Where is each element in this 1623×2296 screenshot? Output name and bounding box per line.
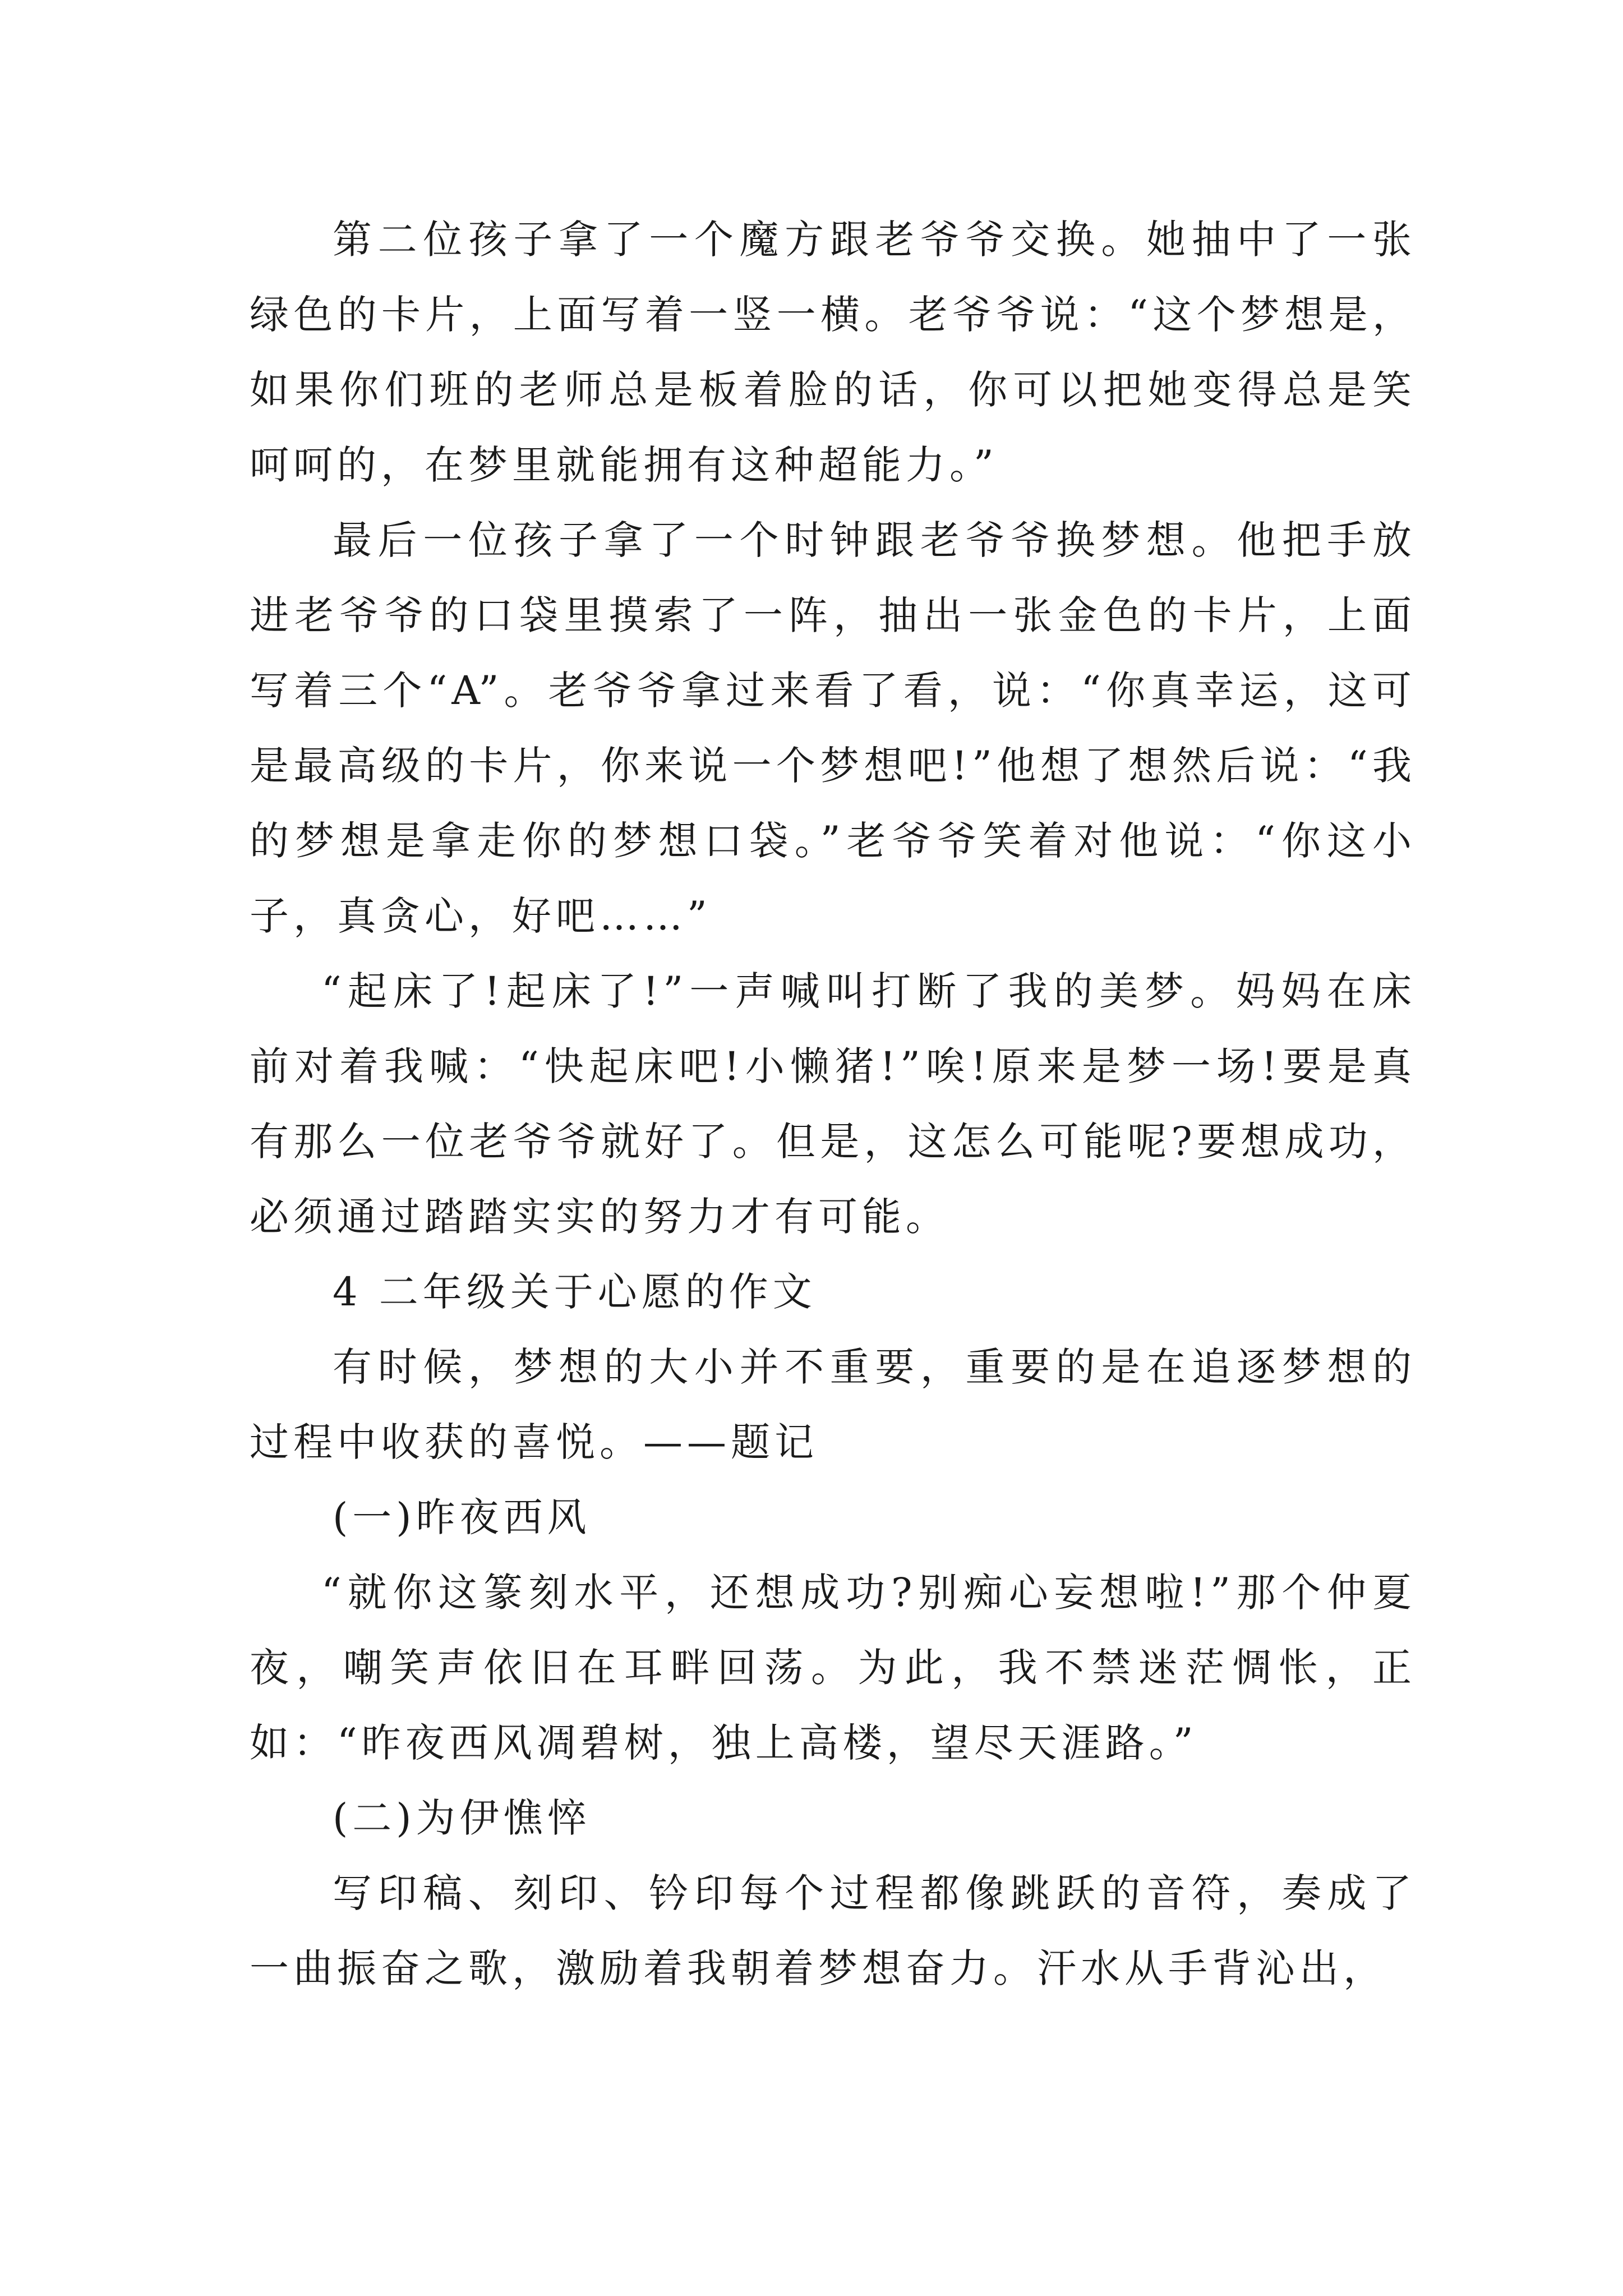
paragraph-second-child: 第二位孩子拿了一个魔方跟老爷爷交换。她抽中了一张绿色的卡片，上面写着一竖一横。老爷爷说：“这个梦想是，如果你们班的老师总是板着脸的话，你可以把她变得总是笑呵呵的，在梦里就能拥有这种超能力。” [250,217,1416,488]
paragraph-wake-up: “起床了!起床了!”一声喊叫打断了我的美梦。妈妈在床前对着我喊：“快起床吧!小懒猪!”唉!原来是梦一场!要是真有那么一位老爷爷就好了。但是，这怎么可能呢?要想成功，必须通过踏踏实实的努力才有可能。 [250,968,1416,1240]
paragraph-seal-carving: 写印稿、刻印、钤印每个过程都像跳跃的音符，奏成了一曲振奋之歌，激励着我朝着梦想奋力。汗水从手背沁出， [250,1870,1416,1991]
paragraph-mocking: “就你这篆刻水平，还想成功?别痴心妄想啦!”那个仲夏夜，嘲笑声依旧在耳畔回荡。为此，我不禁迷茫惆怅，正如：“昨夜西风凋碧树，独上高楼，望尽天涯路。” [250,1570,1416,1766]
subheading-two: (二)为伊憔悴 [333,1795,591,1841]
document-body [250,202,1416,2006]
section-heading: 4 二年级关于心愿的作文 [333,1269,817,1315]
paragraph-last-child: 最后一位孩子拿了一个时钟跟老爷爷换梦想。他把手放进老爷爷的口袋里摸索了一阵，抽出一张金色的卡片，上面写着三个“A”。老爷爷拿过来看了看，说：“你真幸运，这可是最高级的卡片，你来说一个梦想吧!”他想了想然后说：“我的梦想是拿走你的梦想口袋。”老爷爷笑着对他说：“你这小子，真贪心，好吧……” [250,517,1416,939]
paragraph-epigraph: 有时候，梦想的大小并不重要，重要的是在追逐梦想的过程中收获的喜悦。——题记 [250,1344,1416,1465]
subheading-one: (一)昨夜西风 [333,1494,591,1540]
